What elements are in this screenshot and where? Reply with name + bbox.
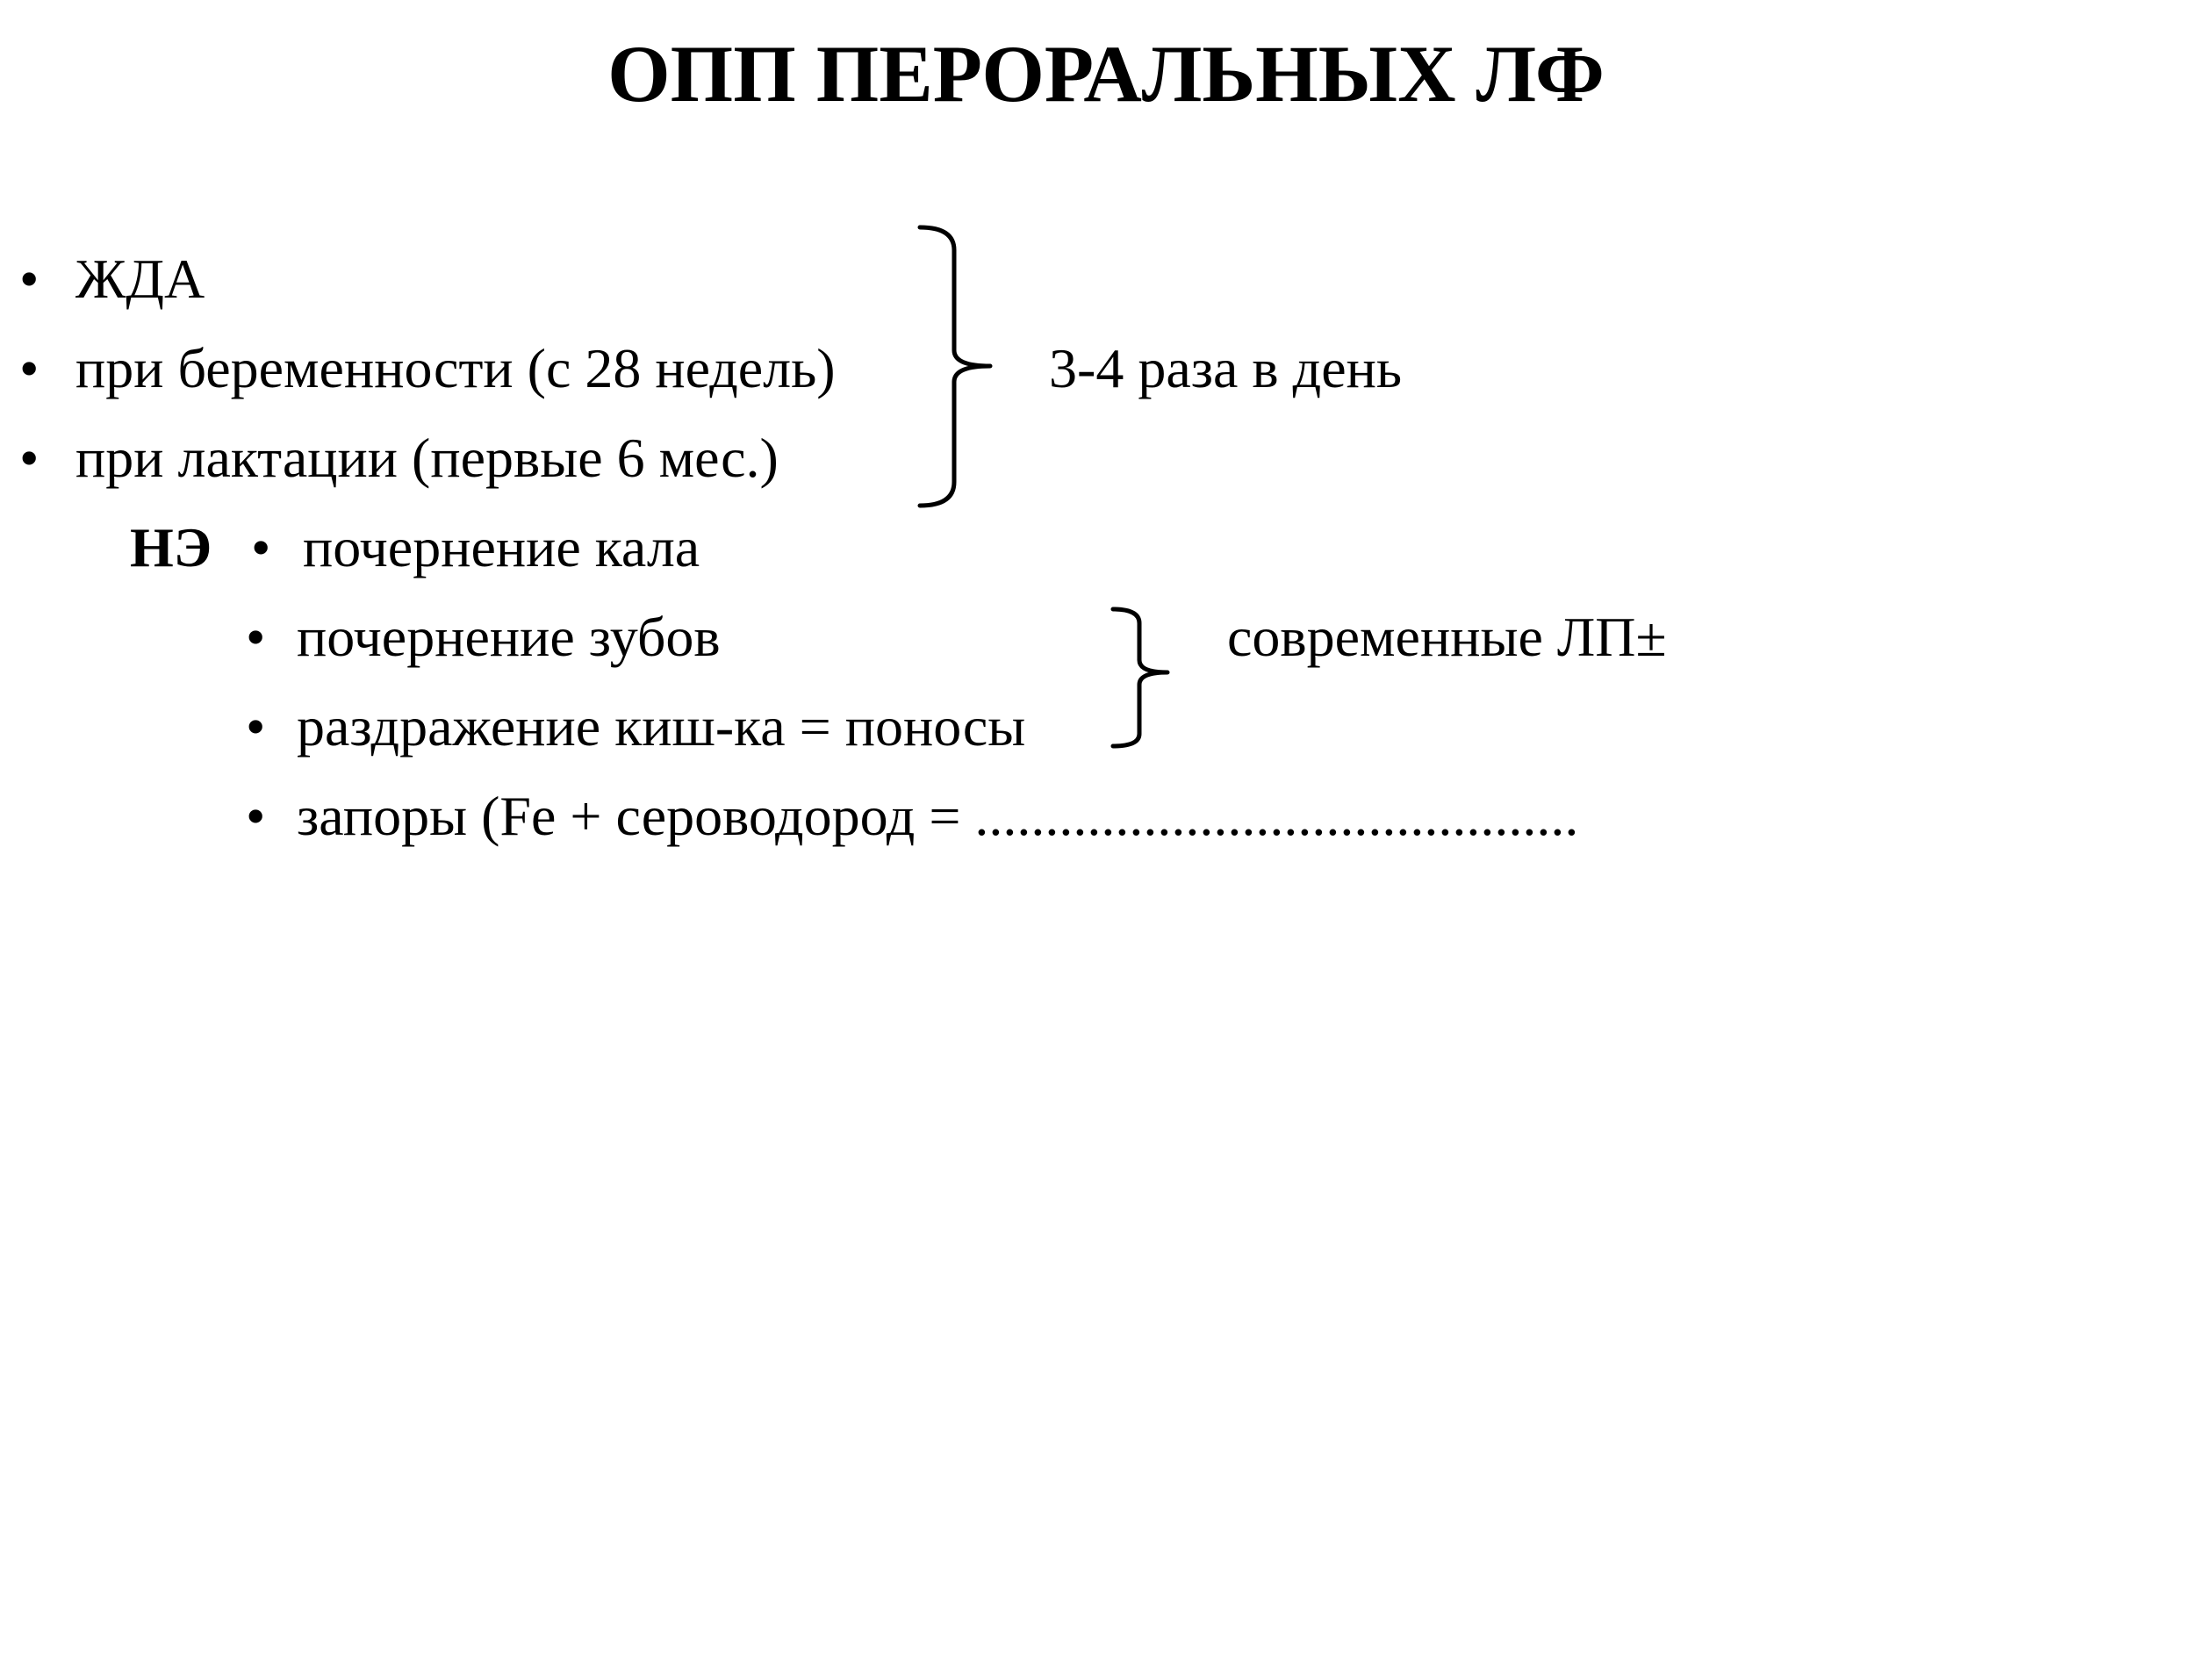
bullet-icon: • <box>19 427 40 489</box>
bullet-icon: • <box>251 516 271 578</box>
side-effect-item-constipation: запоры (Fe + сероводород = ........................................... <box>297 785 1579 847</box>
brace-icon <box>1108 606 1178 750</box>
side-effect-item-stool: почернение кала <box>303 516 700 578</box>
side-effect-item-diarrhea: раздражение киш-ка = поносы <box>297 695 1026 758</box>
brace-icon <box>913 224 1001 509</box>
side-effects-label: НЭ <box>130 516 212 578</box>
slide-title: ОПП ПЕРОРАЛЬНЫХ ЛФ <box>607 29 1605 118</box>
indication-item-pregnancy: при беременности (с 28 недель) <box>75 337 836 399</box>
bullet-icon: • <box>246 785 266 847</box>
indication-item-lactation: при лактации (первые 6 мес.) <box>75 427 779 489</box>
modern-drugs-note: современные ЛП± <box>1227 606 1667 668</box>
dosage-note: 3-4 раза в день <box>1049 337 1403 399</box>
bullet-icon: • <box>19 337 40 399</box>
side-effect-item-teeth: почернение зубов <box>297 606 721 668</box>
bullet-icon: • <box>246 606 266 668</box>
bullet-icon: • <box>19 248 40 310</box>
bullet-icon: • <box>246 695 266 758</box>
indication-item-ida: ЖДА <box>75 248 205 310</box>
